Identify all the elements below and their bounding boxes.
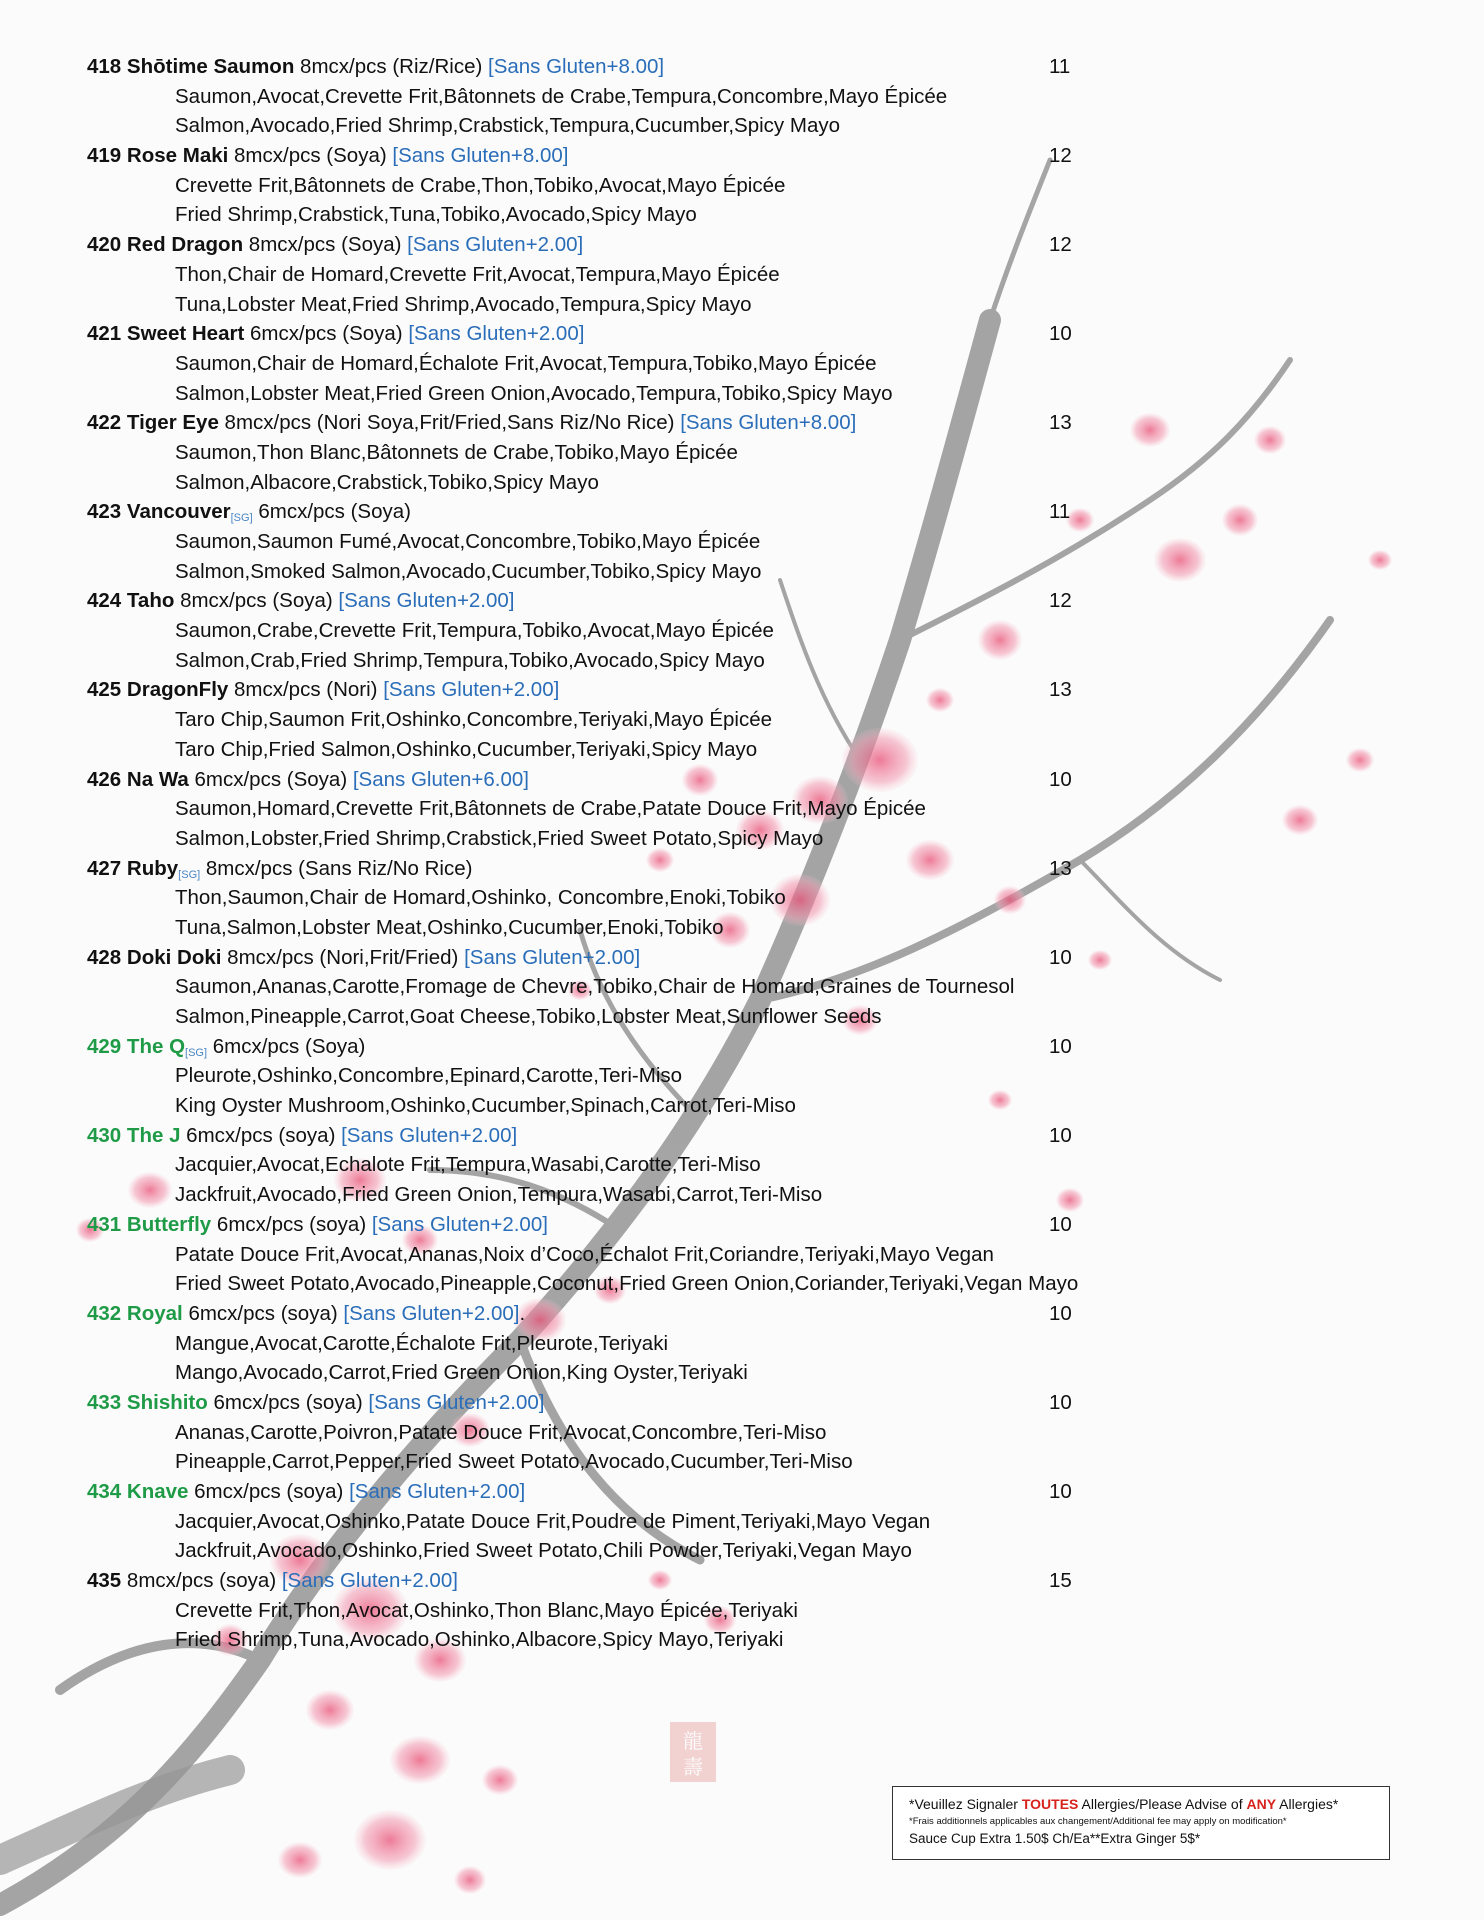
menu-item-430 xyxy=(87,1121,1207,1210)
ingredients-fr: Taro Chip,Saumon Frit,Oshinko,Concombre,Teriyaki,Mayo Épicée xyxy=(175,708,773,732)
gluten-option: [Sans Gluten+2.00] xyxy=(407,233,584,257)
menu-item-431 xyxy=(87,1210,1207,1299)
ingredients-en: Mango,Avocado,Carrot,Fried Green Onion,King Oyster,Teriyaki xyxy=(175,1361,748,1385)
item-number: 433 xyxy=(87,1390,122,1414)
item-number: 418 xyxy=(87,55,122,78)
item-pieces: 8mcx/pcs (Riz/Rice) xyxy=(294,55,488,78)
ingredients-en: Salmon,Crab,Fried Shrimp,Tempura,Tobiko,Avocado,Spicy Mayo xyxy=(175,648,765,672)
menu-item-header xyxy=(87,854,1207,884)
item-pieces: 6mcx/pcs (soya) xyxy=(182,1301,344,1325)
svg-text:龍: 龍 xyxy=(683,1729,703,1753)
item-name: Taho xyxy=(126,589,175,613)
item-pieces: 6mcx/pcs (Soya) xyxy=(244,322,409,346)
item-price: 10 xyxy=(1049,945,1072,969)
menu-item-header xyxy=(87,319,1207,349)
item-price: 13 xyxy=(1049,411,1072,435)
item-pieces: 6mcx/pcs (Soya) xyxy=(207,1034,366,1058)
menu-item-header xyxy=(87,1477,1207,1507)
item-price: 12 xyxy=(1049,233,1072,257)
gluten-free-tag: [SG] xyxy=(178,868,201,881)
gluten-option: [Sans Gluten+2.00] xyxy=(464,945,641,969)
item-price: 10 xyxy=(1049,1123,1072,1147)
allergy-text-a: *Veuillez Signaler xyxy=(909,1796,1022,1812)
allergy-text-e: Allergies* xyxy=(1276,1796,1339,1812)
item-price: 10 xyxy=(1049,1212,1072,1236)
item-pieces: 6mcx/pcs (soya) xyxy=(180,1123,342,1147)
menu-item-header xyxy=(87,408,1207,438)
ingredients-en: Fried Shrimp,Tuna,Avocado,Oshinko,Albacore,Spicy Mayo,Teriyaki xyxy=(175,1628,784,1652)
menu-item-432 xyxy=(87,1299,1207,1388)
ingredients-en: Fried Sweet Potato,Avocado,Pineapple,Coconut,Fried Green Onion,Coriander,Teriyaki,Vegan Mayo xyxy=(175,1272,1079,1296)
item-number: 423 xyxy=(87,500,122,524)
ingredients-en: Fried Shrimp,Crabstick,Tuna,Tobiko,Avocado,Spicy Mayo xyxy=(175,203,697,227)
item-name: Tiger Eye xyxy=(126,411,219,435)
ingredients-en: Tuna,Lobster Meat,Fried Shrimp,Avocado,Tempura,Spicy Mayo xyxy=(175,292,752,316)
item-price: 10 xyxy=(1049,1480,1072,1503)
ingredients-fr: Patate Douce Frit,Avocat,Ananas,Noix d’Coco,Échalot Frit,Coriandre,Teriyaki,Mayo Vegan xyxy=(175,1242,994,1266)
menu-item-420 xyxy=(87,230,1207,319)
ingredients-fr: Saumon,Chair de Homard,Échalote Frit,Avocat,Tempura,Tobiko,Mayo Épicée xyxy=(175,351,877,375)
menu-item-424 xyxy=(87,586,1207,675)
item-number: 420 xyxy=(87,233,122,257)
menu-item-421 xyxy=(87,319,1207,408)
item-pieces: 8mcx/pcs (Nori) xyxy=(228,678,384,702)
ingredients-fr: Jacquier,Avocat,Echalote Frit,Tempura,Wasabi,Carotte,Teri-Miso xyxy=(175,1153,761,1177)
item-price: 10 xyxy=(1049,767,1072,791)
ingredients-en: Jackfruit,Avocado,Oshinko,Fried Sweet Potato,Chili Powder,Teriyaki,Vegan Mayo xyxy=(175,1539,912,1563)
item-name: Butterfly xyxy=(126,1212,212,1236)
item-pieces: 8mcx/pcs (Nori,Frit/Fried) xyxy=(221,945,465,969)
ingredients-fr: Saumon,Ananas,Carotte,Fromage de Chevre,Tobiko,Chair de Homard,Graines de Tournesol xyxy=(175,975,1015,999)
allergy-text-c: Allergies/Please Advise of xyxy=(1078,1796,1247,1812)
item-name: Sweet Heart xyxy=(126,322,245,346)
ingredients-en: Jackfruit,Avocado,Fried Green Onion,Tempura,Wasabi,Carrot,Teri-Miso xyxy=(175,1183,823,1207)
menu-item-429 xyxy=(87,1032,1207,1121)
gluten-option: [Sans Gluten+2.00] xyxy=(383,678,560,702)
ingredients-fr: Crevette Frit,Thon,Avocat,Oshinko,Thon Blanc,Mayo Épicée,Teriyaki xyxy=(175,1598,798,1622)
ingredients-fr: Crevette Frit,Bâtonnets de Crabe,Thon,Tobiko,Avocat,Mayo Épicée xyxy=(175,173,786,197)
gluten-option: [Sans Gluten+2.00] xyxy=(408,322,585,346)
item-number: 421 xyxy=(87,322,122,346)
menu-item-header xyxy=(87,141,1207,171)
item-name: The J xyxy=(126,1123,181,1147)
item-pieces: 8mcx/pcs (Soya) xyxy=(174,589,339,613)
menu-item-header xyxy=(87,1121,1207,1151)
ingredients-en: Taro Chip,Fried Salmon,Oshinko,Cucumber,Teriyaki,Spicy Mayo xyxy=(175,737,758,761)
item-pieces: 8mcx/pcs (Soya) xyxy=(243,233,408,257)
ingredients-en: Salmon,Albacore,Crabstick,Tobiko,Spicy Mayo xyxy=(175,470,599,494)
menu-item-header xyxy=(87,1299,1207,1329)
menu-item-419 xyxy=(87,141,1207,230)
menu-item-header xyxy=(87,52,1207,82)
gluten-option: [Sans Gluten+8.00] xyxy=(488,55,665,78)
item-number: 419 xyxy=(87,144,122,168)
menu-item-header xyxy=(87,943,1207,973)
item-price: 10 xyxy=(1049,1390,1072,1414)
ingredients-fr: Saumon,Thon Blanc,Bâtonnets de Crabe,Tobiko,Mayo Épicée xyxy=(175,440,738,464)
item-number: 427 xyxy=(87,856,122,880)
menu-item-422 xyxy=(87,408,1207,497)
menu-item-header xyxy=(87,230,1207,260)
allergy-text-toutes: TOUTES xyxy=(1021,1796,1079,1812)
item-price: 13 xyxy=(1049,856,1072,880)
item-price: 12 xyxy=(1049,144,1072,168)
item-name: Ruby xyxy=(126,856,179,880)
item-number: 426 xyxy=(87,767,122,791)
ingredients-en: Salmon,Lobster Meat,Fried Green Onion,Avocado,Tempura,Tobiko,Spicy Mayo xyxy=(175,381,893,405)
menu-item-426 xyxy=(87,765,1207,854)
menu-item-header xyxy=(87,586,1207,616)
item-price: 15 xyxy=(1049,1569,1072,1593)
item-name: Vancouver xyxy=(126,500,231,524)
gluten-free-tag: [SG] xyxy=(185,1046,208,1059)
item-pieces: 8mcx/pcs (soya) xyxy=(121,1569,282,1593)
ingredients-fr: Jacquier,Avocat,Oshinko,Patate Douce Frit,Poudre de Piment,Teriyaki,Mayo Vegan xyxy=(175,1509,931,1533)
menu-item-header xyxy=(87,765,1207,795)
ingredients-en: King Oyster Mushroom,Oshinko,Cucumber,Spinach,Carrot,Teri-Miso xyxy=(175,1094,796,1118)
fee-line: *Frais additionnels applicables aux changement/Additional fee may apply on modification* xyxy=(909,1816,1287,1827)
menu-item-435 xyxy=(87,1566,1207,1655)
item-pieces: 8mcx/pcs (Sans Riz/No Rice) xyxy=(200,856,473,880)
menu-item-423 xyxy=(87,497,1207,586)
item-pieces: 6mcx/pcs (Soya) xyxy=(188,767,353,791)
ingredients-fr: Saumon,Avocat,Crevette Frit,Bâtonnets de Crabe,Tempura,Concombre,Mayo Épicée xyxy=(175,84,948,108)
extras-line: Sauce Cup Extra 1.50$ Ch/Ea**Extra Ginger 5$* xyxy=(909,1831,1201,1846)
allergy-text-any: ANY xyxy=(1246,1796,1277,1812)
item-number: 431 xyxy=(87,1212,122,1236)
item-number: 424 xyxy=(87,589,122,613)
gluten-option: [Sans Gluten+2.00] xyxy=(371,1212,548,1236)
menu-item-header xyxy=(87,1032,1207,1062)
menu-item-428 xyxy=(87,943,1207,1032)
menu-item-434 xyxy=(87,1477,1207,1566)
gluten-free-tag: [SG] xyxy=(230,512,253,525)
menu-item-418 xyxy=(87,52,1207,141)
menu-item-header xyxy=(87,1566,1207,1596)
item-pieces: 6mcx/pcs (soya) xyxy=(188,1480,350,1503)
menu-item-header xyxy=(87,1210,1207,1240)
gluten-option: [Sans Gluten+8.00] xyxy=(680,411,857,435)
ingredients-fr: Mangue,Avocat,Carotte,Échalote Frit,Pleurote,Teriyaki xyxy=(175,1331,669,1355)
menu-item-header xyxy=(87,497,1207,527)
ingredients-en: Tuna,Salmon,Lobster Meat,Oshinko,Cucumber,Enoki,Tobiko xyxy=(175,915,724,939)
gluten-option: [Sans Gluten+8.00] xyxy=(392,144,569,168)
ingredients-fr: Saumon,Saumon Fumé,Avocat,Concombre,Tobiko,Mayo Épicée xyxy=(175,530,761,553)
svg-text:壽: 壽 xyxy=(683,1755,703,1779)
item-price: 11 xyxy=(1049,500,1071,524)
menu-item-433 xyxy=(87,1388,1207,1477)
item-number: 422 xyxy=(87,411,122,435)
menu-item-427 xyxy=(87,854,1207,943)
ingredients-en: Salmon,Avocado,Fried Shrimp,Crabstick,Tempura,Cucumber,Spicy Mayo xyxy=(175,114,840,138)
item-number: 434 xyxy=(87,1480,122,1503)
item-name: Royal xyxy=(126,1301,183,1325)
item-price: 13 xyxy=(1049,678,1072,702)
gluten-option: [Sans Gluten+2.00] xyxy=(338,589,515,613)
menu-list xyxy=(87,52,1207,1655)
item-pieces: 8mcx/pcs (Nori Soya,Frit/Fried,Sans Riz/No Rice) xyxy=(218,411,681,435)
menu-item-header xyxy=(87,1388,1207,1418)
gluten-option: [Sans Gluten+2.00] xyxy=(343,1301,520,1325)
ingredients-fr: Pleurote,Oshinko,Concombre,Epinard,Carotte,Teri-Miso xyxy=(175,1064,683,1088)
ingredients-en: Pineapple,Carrot,Pepper,Fried Sweet Potato,Avocado,Cucumber,Teri-Miso xyxy=(175,1450,853,1474)
item-number: 435 xyxy=(87,1569,122,1593)
item-price: 11 xyxy=(1049,55,1071,78)
ingredients-fr: Saumon,Crabe,Crevette Frit,Tempura,Tobiko,Avocat,Mayo Épicée xyxy=(175,619,774,643)
item-name: Rose Maki xyxy=(126,144,229,168)
allergy-notice xyxy=(892,1786,1390,1860)
gluten-option: [Sans Gluten+2.00] xyxy=(349,1480,526,1503)
item-number: 432 xyxy=(87,1301,122,1325)
ingredients-en: Salmon,Smoked Salmon,Avocado,Cucumber,Tobiko,Spicy Mayo xyxy=(175,559,762,583)
ingredients-fr: Thon,Saumon,Chair de Homard,Oshinko, Concombre,Enoki,Tobiko xyxy=(175,886,786,910)
menu-item-425 xyxy=(87,675,1207,764)
item-number: 425 xyxy=(87,678,122,702)
item-price: 10 xyxy=(1049,322,1072,346)
item-name: Shishito xyxy=(126,1390,208,1414)
item-pieces: 6mcx/pcs (soya) xyxy=(211,1212,372,1236)
item-name: DragonFly xyxy=(126,678,229,702)
ingredients-fr: Saumon,Homard,Crevette Frit,Bâtonnets de Crabe,Patate Douce Frit,Mayo Épicée xyxy=(175,797,926,821)
gluten-option: [Sans Gluten+2.00] xyxy=(368,1390,545,1414)
gluten-option: [Sans Gluten+2.00] xyxy=(281,1569,458,1593)
seal-stamp xyxy=(668,1720,718,1784)
item-pieces: 6mcx/pcs (Soya) xyxy=(252,500,411,524)
gluten-option: [Sans Gluten+6.00] xyxy=(352,767,529,791)
item-pieces: 8mcx/pcs (Soya) xyxy=(228,144,393,168)
item-name: Red Dragon xyxy=(126,233,244,257)
item-name: Doki Doki xyxy=(126,945,222,969)
ingredients-fr: Thon,Chair de Homard,Crevette Frit,Avocat,Tempura,Mayo Épicée xyxy=(175,262,780,286)
item-name: Na Wa xyxy=(126,767,189,791)
item-name: Knave xyxy=(126,1480,189,1503)
item-pieces: 6mcx/pcs (soya) xyxy=(207,1390,369,1414)
item-price: 12 xyxy=(1049,589,1072,613)
item-trail: . xyxy=(519,1301,526,1325)
gluten-option: [Sans Gluten+2.00] xyxy=(341,1123,518,1147)
item-name: The Q xyxy=(126,1034,186,1058)
item-number: 429 xyxy=(87,1034,122,1058)
item-number: 428 xyxy=(87,945,122,969)
item-price: 10 xyxy=(1049,1301,1072,1325)
item-price: 10 xyxy=(1049,1034,1072,1058)
ingredients-en: Salmon,Lobster,Fried Shrimp,Crabstick,Fried Sweet Potato,Spicy Mayo xyxy=(175,826,824,850)
ingredients-en: Salmon,Pineapple,Carrot,Goat Cheese,Tobiko,Lobster Meat,Sunflower Seeds xyxy=(175,1005,882,1028)
allergy-line xyxy=(909,1794,1373,1814)
item-number: 430 xyxy=(87,1123,122,1147)
menu-item-header xyxy=(87,675,1207,705)
ingredients-fr: Ananas,Carotte,Poivron,Patate Douce Frit,Avocat,Concombre,Teri-Miso xyxy=(175,1420,827,1444)
item-name: Shōtime Saumon xyxy=(126,55,295,78)
